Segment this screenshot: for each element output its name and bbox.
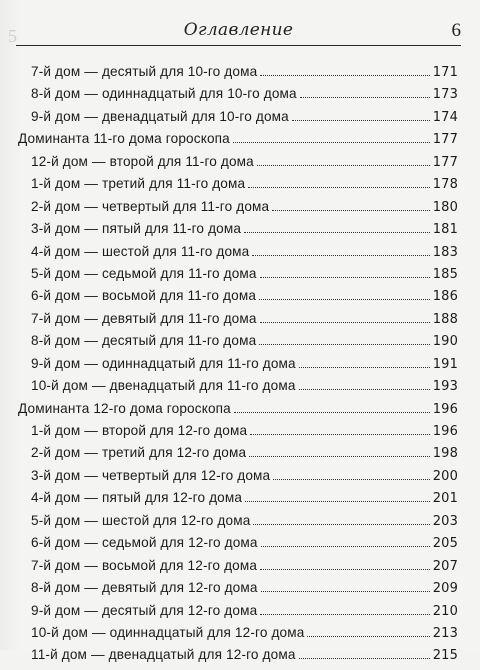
running-title: Оглавление (183, 20, 294, 40)
toc-subsection-entry (18, 86, 458, 108)
toc-entry-page: 188 (432, 311, 458, 327)
dot-leader (299, 367, 430, 368)
toc-entry-title: Доминанта 11-го дома гороскопа (18, 131, 230, 147)
toc-entry-title: 4-й дом — пятый для 12-го дома (31, 490, 243, 506)
toc-subsection-entry (18, 154, 458, 176)
toc-entry-page: 209 (432, 581, 458, 597)
toc-subsection-entry (18, 558, 458, 580)
toc-entry-title: 2-й дом — четвертый для 11-го дома (31, 198, 270, 214)
toc-entry-page: 177 (432, 132, 458, 148)
toc-entry-title: 7-й дом — восьмой для 12-го дома (31, 557, 258, 573)
toc-entry-page: 215 (432, 648, 458, 664)
dot-leader (233, 142, 430, 143)
toc-subsection-entry (18, 221, 458, 243)
toc-entry-title: 3-й дом — пятый для 11-го дома (31, 221, 242, 237)
toc-entry-page: 198 (432, 446, 458, 462)
toc-entry-title: 4-й дом — шестой для 11-го дома (31, 243, 250, 259)
dot-leader (249, 456, 430, 457)
toc-entry-page: 191 (432, 356, 458, 372)
toc-subsection-entry (18, 423, 458, 445)
toc-entry-page: 173 (432, 87, 458, 103)
dot-leader (260, 75, 429, 76)
toc-entry-page: 186 (432, 289, 458, 305)
toc-entry-title: 6-й дом — седьмой для 12-го дома (31, 535, 258, 551)
toc-entry-title: 5-й дом — седьмой для 11-го дома (31, 265, 257, 281)
dot-leader (299, 658, 430, 659)
toc-entry-page: 213 (432, 625, 458, 641)
toc-entry-title: 10-й дом — двенадцатый для 11-го дома (31, 378, 296, 394)
toc-entry-title: 6-й дом — восьмой для 11-го дома (31, 288, 257, 304)
toc-subsection-entry (18, 109, 458, 131)
dot-leader (260, 569, 430, 570)
toc-section-entry (18, 401, 458, 423)
dot-leader (248, 187, 430, 188)
toc-subsection-entry (18, 445, 458, 467)
toc-subsection-entry (18, 513, 458, 535)
toc-entry-title: 9-й дом — десятый для 12-го дома (31, 602, 258, 618)
toc-entry-title: 3-й дом — четвертый для 12-го дома (31, 467, 271, 483)
toc-subsection-entry (18, 356, 458, 378)
dot-leader (259, 344, 429, 345)
toc-entry-title: 10-й дом — одиннадцатый для 12-го дома (31, 624, 305, 640)
toc-entry-page: 207 (432, 558, 458, 574)
toc-entry-page: 193 (432, 379, 458, 395)
toc-entry-title: 11-й дом — двенадцатый для 12-го дома (31, 647, 296, 663)
toc-subsection-entry (18, 266, 458, 288)
dot-leader (300, 97, 430, 98)
toc-entry-page: 180 (432, 199, 458, 215)
toc-entry-page: 190 (432, 334, 458, 350)
toc-entry-page: 196 (432, 401, 458, 417)
toc-entry-page: 210 (432, 603, 458, 619)
toc-entry-page: 171 (432, 65, 458, 80)
dot-leader (299, 389, 430, 390)
toc-subsection-entry (18, 64, 458, 86)
dot-leader (292, 120, 430, 121)
table-of-contents (18, 64, 458, 670)
header-rule (16, 45, 461, 46)
toc-entry-title: 8-й дом — девятый для 12-го дома (31, 580, 258, 596)
toc-entry-title: 1-й дом — третий для 11-го дома (31, 176, 246, 192)
dot-leader (252, 255, 429, 256)
toc-subsection-entry (18, 647, 458, 669)
dot-leader (257, 165, 430, 166)
toc-entry-page: 178 (432, 177, 458, 193)
toc-subsection-entry (18, 199, 458, 221)
toc-entry-title: Доминанта 12-го дома гороскопа (18, 400, 231, 416)
toc-entry-page: 203 (432, 513, 458, 529)
dot-leader (260, 614, 429, 615)
toc-entry-title: 8-й дом — десятый для 11-го дома (31, 333, 257, 349)
toc-subsection-entry (18, 333, 458, 355)
dot-leader (307, 636, 429, 637)
toc-entry-page: 196 (432, 424, 458, 439)
toc-entry-page: 177 (432, 154, 458, 170)
dot-leader (272, 210, 429, 211)
toc-entry-page: 185 (432, 266, 458, 282)
dot-leader (261, 591, 430, 592)
dot-leader (234, 412, 430, 413)
dot-leader (260, 322, 430, 323)
dot-leader (259, 299, 430, 300)
toc-entry-title: 8-й дом — одиннадцатый для 10-го дома (31, 86, 297, 102)
toc-subsection-entry (18, 176, 458, 198)
toc-entry-page: 201 (432, 491, 458, 507)
toc-entry-title: 1-й дом — второй для 12-го дома (31, 423, 248, 438)
dot-leader (253, 524, 429, 525)
dot-leader (273, 479, 429, 480)
toc-subsection-entry (18, 580, 458, 602)
toc-subsection-entry (18, 244, 458, 266)
toc-subsection-entry (18, 288, 458, 310)
toc-subsection-entry (18, 535, 458, 557)
toc-entry-title: 7-й дом — девятый для 11-го дома (31, 310, 257, 326)
dot-leader (260, 277, 430, 278)
dot-leader (250, 434, 430, 435)
toc-subsection-entry (18, 311, 458, 333)
toc-section-entry (18, 131, 458, 153)
toc-subsection-entry (18, 490, 458, 512)
dot-leader (244, 232, 430, 233)
running-header (16, 20, 461, 46)
toc-entry-title: 5-й дом — шестой для 12-го дома (31, 512, 251, 528)
toc-entry-page: 174 (432, 109, 458, 125)
toc-subsection-entry (18, 625, 458, 647)
toc-subsection-entry (18, 378, 458, 400)
dot-leader (261, 546, 430, 547)
toc-entry-page: 181 (432, 222, 458, 238)
toc-entry-page: 205 (432, 536, 458, 552)
toc-entry-title: 7-й дом — десятый для 10-го дома (31, 64, 258, 79)
bleed-through-page-number: 5 (8, 26, 17, 46)
toc-subsection-entry (18, 468, 458, 490)
page-number: 6 (451, 20, 461, 41)
toc-entry-title: 9-й дом — одиннадцатый для 11-го дома (31, 355, 296, 371)
toc-entry-page: 183 (432, 244, 458, 260)
dot-leader (245, 501, 430, 502)
toc-entry-title: 9-й дом — двенадцатый для 10-го дома (31, 108, 289, 124)
toc-subsection-entry (18, 603, 458, 625)
toc-entry-title: 12-й дом — второй для 11-го дома (31, 153, 254, 169)
toc-entry-title: 2-й дом — третий для 12-го дома (31, 445, 247, 461)
toc-entry-page: 200 (432, 468, 458, 484)
